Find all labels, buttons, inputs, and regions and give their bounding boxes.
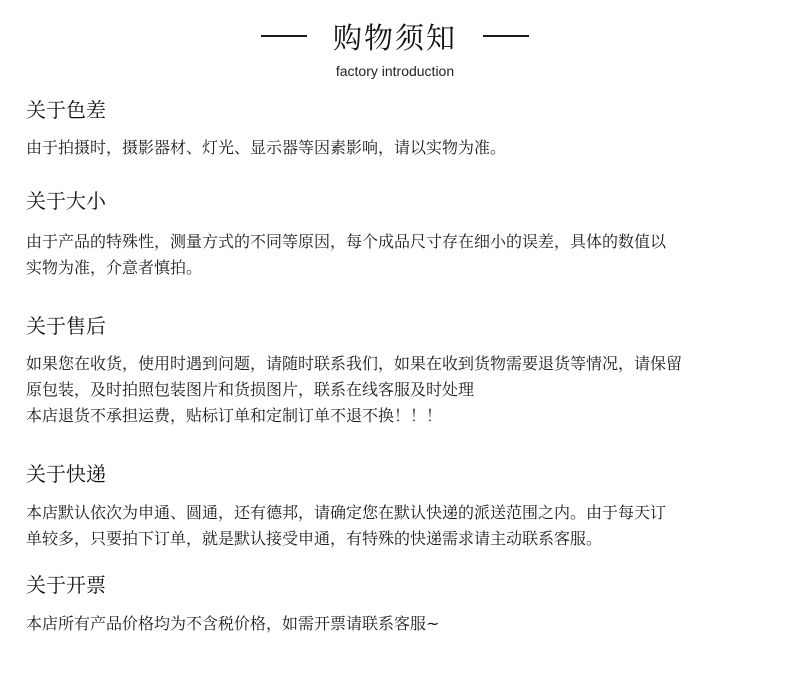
title-right-rule xyxy=(483,35,529,37)
section-body xyxy=(26,229,770,281)
page-header xyxy=(0,14,790,79)
body-line: 本店默认依次为申通、圆通，还有德邦，请确定您在默认快递的派送范围之内。由于每天订 xyxy=(26,503,667,522)
body-line: 单较多，只要拍下订单，就是默认接受申通，有特殊的快递需求请主动联系客服。 xyxy=(26,529,603,548)
section-invoice xyxy=(26,571,770,637)
section-color-difference xyxy=(26,96,770,161)
section-body xyxy=(26,351,770,429)
section-shipping xyxy=(26,460,770,552)
body-line: 由于产品的特殊性，测量方式的不同等原因，每个成品尺寸存在细小的误差，具体的数值以 xyxy=(26,232,667,251)
section-heading: 关于售后 xyxy=(26,314,106,338)
section-after-sales xyxy=(26,312,770,429)
section-body xyxy=(26,611,770,637)
section-heading: 关于大小 xyxy=(26,189,106,213)
body-line: 本店所有产品价格均为不含税价格，如需开票请联系客服~ xyxy=(26,614,440,633)
body-line: 如果您在收货，使用时遇到问题，请随时联系我们，如果在收到货物需要退货等情况，请保留 xyxy=(26,354,683,373)
page-title: 购物须知 xyxy=(332,20,457,55)
title-left-rule xyxy=(261,35,307,37)
body-line: 实物为准，介意者慎拍。 xyxy=(26,258,203,277)
section-heading: 关于开票 xyxy=(26,573,106,597)
section-heading: 关于色差 xyxy=(26,98,106,122)
body-line: 由于拍摄时，摄影器材、灯光、显示器等因素影响，请以实物为准。 xyxy=(26,138,507,157)
title-row xyxy=(0,14,790,58)
page-subtitle: factory introduction xyxy=(335,63,455,79)
section-body xyxy=(26,500,770,552)
section-size xyxy=(26,187,770,281)
body-line: 原包装，及时拍照包装图片和货损图片，联系在线客服及时处理 xyxy=(26,380,475,399)
section-heading: 关于快递 xyxy=(26,462,106,486)
section-body xyxy=(26,135,770,161)
body-line: 本店退货不承担运费，贴标订单和定制订单不退不换！！！ xyxy=(26,406,443,425)
